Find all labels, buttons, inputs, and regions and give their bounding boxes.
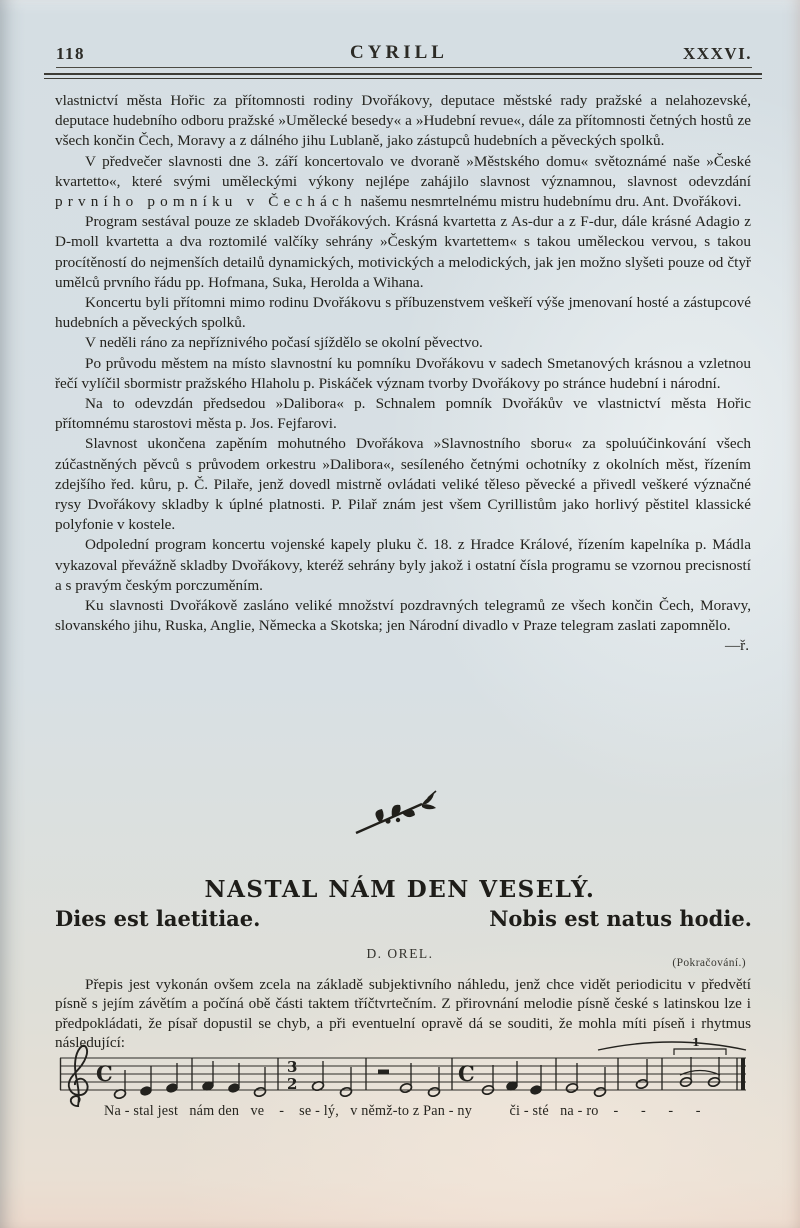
time-signature-common-2: C [458,1061,475,1086]
time-signature-3: 3 [287,1058,298,1076]
article-title: NASTAL NÁM DEN VESELÝ. [204,876,596,903]
lyrics-line: Na - stal jest nám den ve - se - lý, v němž-to z Pan - ny či - sté na - ro - - - - [104,1103,701,1119]
report-paragraph: Po průvodu městem na místo slavnostní ku pomníku Dvořákovu v sadech Smetanových krásnou a vzletnou řečí vylíčil sbormistr pražského Hlaholu p. Piskáček význam tvorby Dvořákovy po stránce hudební i národní. [55,354,751,392]
article-subtitles [55,906,752,931]
report-paragraph: Koncertu byli přítomni mimo rodinu Dvořákovu s příbuzenstvem veškeří výše jmenovaní hosté a zástupcové hudebních a pěveckých spolků. [55,294,751,332]
half-rest [378,1070,389,1075]
subtitle-latin-left: Dies est laetitiae. [55,906,261,931]
volta-number: 1 [692,1036,700,1049]
report-paragraph: V neděli ráno za nepříznivého počasí sjíždělo se okolní pěvectvo. [85,334,483,352]
time-signature-2: 2 [287,1075,298,1093]
report-paragraph: Program sestával pouze ze skladeb Dvořákových. Krásná kvartetta z As-dur a z F-dur, dále krásné Adagio z D-moll kvartetta a dva roztomilé valčíky sehrány »Českým kvartettem« s takou uměleckou vervou, s takou procítěností do nejmenších detailů dynamických, motivických a melodických, jak jen možno slyšeti pouze od čtyř umělců prvního řádu pp. Hofmana, Suka, Herolda a Wihana. [55,213,751,291]
music-staff [46,1034,756,1114]
report-paragraph [55,596,751,655]
paragraph-text: V předvečer slavnosti dne 3. září koncertovalo ve dvoraně »Městského domu« světoznámé naše »České kvartetto«, které svými uměleckými výkony nejlépe zahájilo slavnost významnou, slavnost odevzdání [55,152,751,190]
report-paragraph: Na to odevzdán předsedou »Dalibora« p. Schnalem pomník Dvořákův ve vlastnictví města Hořic přítomnému starostovi města p. Jos. Fejfarovi. [55,395,751,433]
floral-ornament-icon [350,790,450,843]
author-signature: —ř. [724,637,749,655]
notes [113,1057,720,1100]
article-author: D. OREL. [366,946,434,961]
intro-paragraph: Přepis jest vykonán ovšem zcela na základě subjektivního náhledu, jenž chce vidět periodicitu v předvětí písně s jejím závětím a počíná obě části taktem tříčtvrtečním. Z přirovnání melodie písně české s latinskou lze i předpokládati, že písař dopustil se chyb, a při eventuelní opravě dá se souditi, že mohla míti píseň i rhytmus následující: [55,976,751,1052]
volta-1-bracket [674,1049,726,1055]
page-number: 118 [56,44,116,68]
journal-title: CYRILL [116,42,682,68]
report-paragraph: Odpolední program koncertu vojenské kapely pluku č. 18. z Hradce Králové, řízením kapelníka p. Mádla vykazoval převážně skladby Dvořákovy, kteréž sehrány byly jakož i ostatní čísla programu se vzornou precisností a s pravým českým porczuměním. [55,536,751,594]
report-paragraph: vlastnictví města Hořic za přítomnosti rodiny Dvořákovy, deputace městské rady pražské a nelahozevské, deputace hudebního odboru pražské »Umělecké besedy« a »Hudební revue«, dále za přítomnosti četných hostů ze všech končin Čech, Moravy a z dálného jihu Lublaně, jako zástupců hudebních a pěveckých spolků. [55,92,751,150]
continuation-note: (Pokračování.) [672,957,746,969]
page-header [56,42,752,68]
paragraph-text: našemu nesmrtelnému mistru hudebnímu dru. Ant. Dvořákovi. [356,193,742,211]
subtitle-latin-right: Nobis est natus hodie. [489,906,752,931]
time-signature-common-1: C [96,1061,113,1086]
volume-number: XXXVI. [682,44,752,68]
report-paragraph [55,152,751,213]
emphasized-phrase: prvního pomníku v Čechách [55,193,357,211]
report-paragraph: Slavnost ukončena zapěním mohutného Dvořákova »Slavnostního sboru« za spoluúčinkování všech zúčastněných pěvců s průvodem orkestru »Dalibora«, sesíleného četnými ochotníky z okolních měst, řízením zdejšího řed. kůru, p. Č. Pilaře, jenž dovedl mistrně ovládati veliké těleso pěvecké a přivedl veškeré význačné rysy Dvořákovy skladby k úplné platnosti. P. Pilař znám jest všem Cyrillistům jako horlivý pěstitel klassické polyfonie v kostele. [55,435,751,534]
treble-clef-icon [69,1046,88,1106]
report-article-body [55,91,751,657]
header-double-rule [44,73,762,79]
paragraph-text: Ku slavnosti Dvořákově zasláno veliké množství pozdravných telegramů ze všech končin Čech, Moravy, slovanského jihu, Ruska, Anglie, Německa a Skotska; jen Národní divadlo v Praze telegram zaslati zapomnělo. [55,597,751,635]
